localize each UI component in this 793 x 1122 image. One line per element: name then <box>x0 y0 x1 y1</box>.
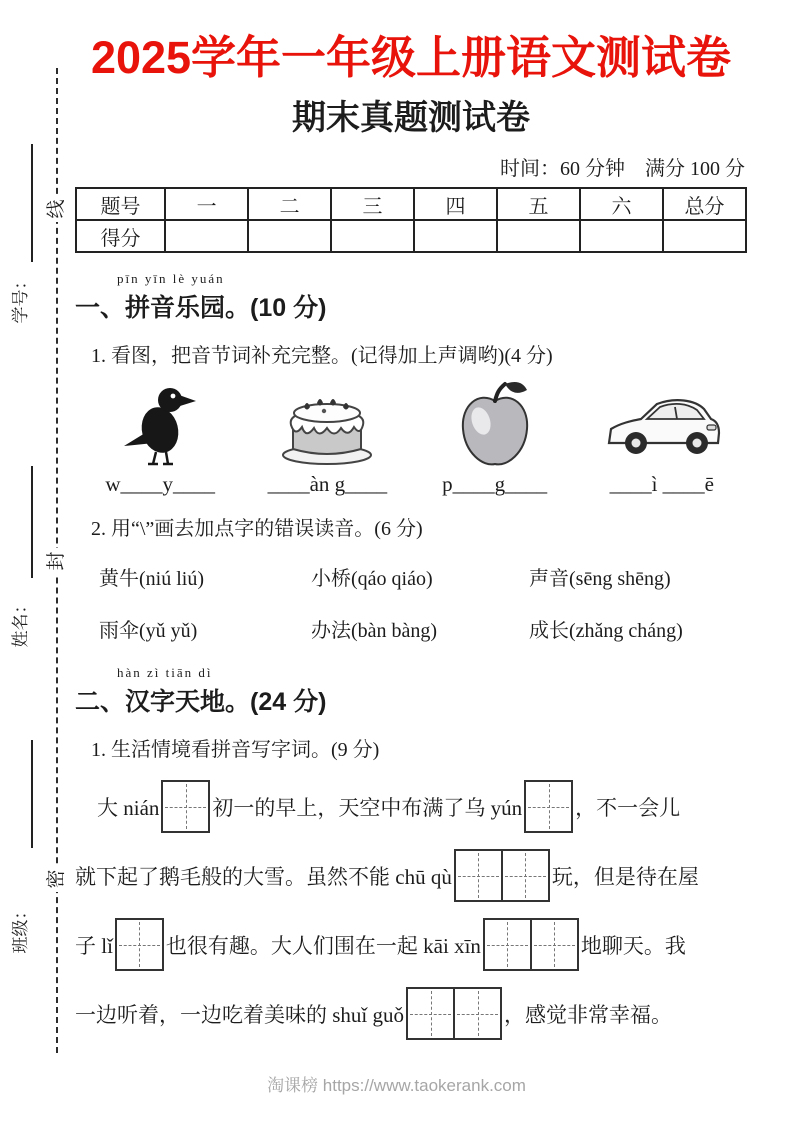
paragraph-line <box>75 910 747 979</box>
name-label: 姓名： <box>11 596 30 648</box>
paragraph-line <box>75 772 747 841</box>
question-number-cell: 三 <box>331 188 414 220</box>
writing-box <box>483 918 532 971</box>
word-item: 成长(zhǎng cháng) <box>529 620 683 643</box>
score-cell <box>663 220 746 252</box>
writing-box-group <box>454 849 550 902</box>
exam-content <box>75 0 747 1048</box>
seal-char-xian: 线 <box>44 196 70 222</box>
question-number-cell: 总分 <box>663 188 746 220</box>
writing-box <box>501 849 550 902</box>
page-title: 2025学年一年级上册语文测试卷 <box>90 32 732 83</box>
class-label: 班级： <box>11 902 30 954</box>
syllable-blank: ____ì ____ē <box>609 472 714 497</box>
paragraph-text: 就下起了鹅毛般的大雪。虽然不能 chū qù <box>75 864 452 889</box>
student-id-blank-line <box>31 144 33 262</box>
cake-picture <box>248 378 406 470</box>
writing-box <box>524 780 573 833</box>
crow-icon <box>120 380 200 468</box>
score-table-header-row <box>76 188 746 220</box>
writing-box <box>115 918 164 971</box>
section1-heading: 一、拼音乐园。(10 分) <box>75 294 327 323</box>
score-table-score-row <box>76 220 746 252</box>
writing-box-group <box>161 780 210 833</box>
paragraph-line <box>75 841 747 910</box>
seal-char-mi: 密 <box>44 866 70 892</box>
section1-pinyin: pīn yīn lè yuán <box>117 271 225 287</box>
exam-time-score-info: 时间：60 分钟 满分 100 分 <box>500 158 745 181</box>
score-cell <box>248 220 331 252</box>
writing-box <box>530 918 579 971</box>
car-icon <box>603 391 721 457</box>
paragraph-text: 地聊天。我 <box>580 933 686 958</box>
writing-box-group <box>524 780 573 833</box>
section1-question2: 2. 用“\”画去加点字的错误读音。(6 分) <box>91 518 423 541</box>
question-number-cell: 四 <box>414 188 497 220</box>
word-item: 小桥(qáo qiáo) <box>311 568 433 591</box>
birthday-cake-icon <box>272 381 382 467</box>
section2-question1: 1. 生活情境看拼音写字词。(9 分) <box>91 739 380 762</box>
score-cell <box>497 220 580 252</box>
paragraph-text: 子 lǐ <box>75 933 113 958</box>
syllable-blank: p____g____ <box>442 472 548 497</box>
score-label: 得分 <box>76 220 165 252</box>
name-blank-line <box>31 466 33 578</box>
apple-picture <box>415 378 573 470</box>
paragraph-text: 大 nián <box>97 795 160 820</box>
paragraph-text: ，感觉非常幸福。 <box>504 1002 673 1027</box>
apple-icon <box>453 379 537 469</box>
writing-box <box>161 780 210 833</box>
question-number-cell: 六 <box>580 188 663 220</box>
word-item: 声音(sēng shēng) <box>529 568 671 591</box>
score-cell <box>580 220 663 252</box>
paragraph-text: 一边听着，一边吃着美味的 shuǐ guǒ <box>75 1002 405 1027</box>
paragraph-text: 也很有趣。大人们围在一起 kāi xīn <box>165 933 481 958</box>
score-cell <box>165 220 248 252</box>
pinyin-writing-paragraph <box>75 772 747 1048</box>
word-item: 黄牛(niú liú) <box>99 568 204 591</box>
writing-box <box>406 987 455 1040</box>
picture-row <box>75 378 747 470</box>
page-subtitle: 期末真题测试卷 <box>292 100 530 138</box>
section2-heading-block <box>75 665 747 718</box>
paragraph-text: 初一的早上，天空中布满了乌 yún <box>212 795 523 820</box>
section1-heading-block <box>75 271 747 324</box>
syllable-blank: ____àn g____ <box>267 472 388 497</box>
word-choice-grid <box>99 562 747 643</box>
seal-char-feng: 封 <box>44 548 70 574</box>
writing-box-group <box>406 987 502 1040</box>
paragraph-text: 玩，但是待在屋 <box>551 864 699 889</box>
section1-question1: 1. 看图，把音节词补充完整。(记得加上声调哟)(4 分) <box>91 345 553 368</box>
paragraph-text: ，不一会儿 <box>575 795 681 820</box>
car-picture <box>583 378 741 470</box>
class-blank-line <box>31 740 33 848</box>
question-number-cell: 五 <box>497 188 580 220</box>
score-table <box>75 187 747 253</box>
writing-box <box>454 849 503 902</box>
section2-heading: 二、汉字天地。(24 分) <box>75 688 327 717</box>
writing-box <box>453 987 502 1040</box>
student-id-label: 学号： <box>11 272 30 324</box>
score-cell <box>414 220 497 252</box>
syllable-blank-row <box>75 472 747 497</box>
question-number-cell: 二 <box>248 188 331 220</box>
score-cell <box>331 220 414 252</box>
footer-watermark: 淘课榜 https://www.taokerank.com <box>267 1076 526 1095</box>
writing-box-group <box>115 918 164 971</box>
paragraph-line <box>75 979 747 1048</box>
word-item: 办法(bàn bàng) <box>311 620 438 643</box>
section2-pinyin: hàn zì tiān dì <box>117 665 213 681</box>
crow-picture <box>81 378 239 470</box>
writing-box-group <box>483 918 579 971</box>
syllable-blank: w____y____ <box>105 472 216 497</box>
question-number-label: 题号 <box>76 188 165 220</box>
question-number-cell: 一 <box>165 188 248 220</box>
word-item: 雨伞(yǔ yǔ) <box>99 620 198 643</box>
